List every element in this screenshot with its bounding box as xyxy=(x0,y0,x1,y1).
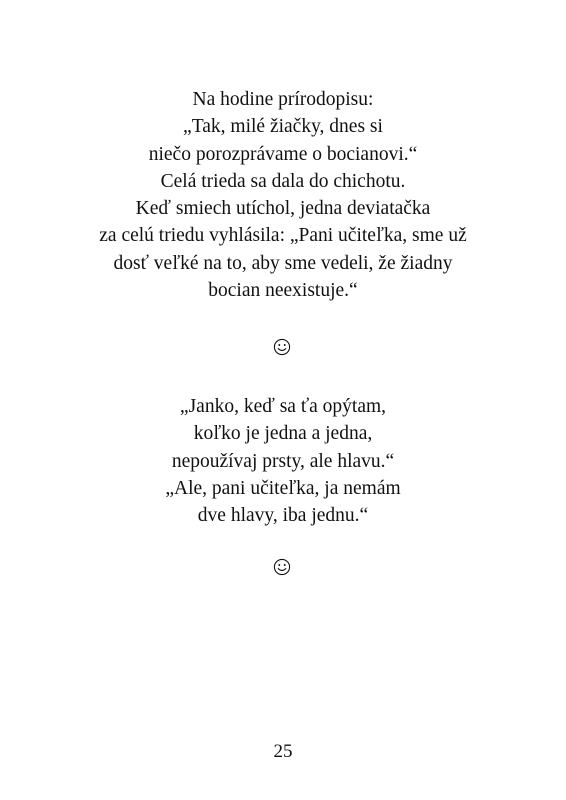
joke-line: „Tak, milé žiačky, dnes si xyxy=(183,116,383,138)
joke-line: nepoužívaj prsty, ale hlavu.“ xyxy=(171,450,395,472)
joke-line: niečo porozprávame o bocianovi.“ xyxy=(148,143,418,165)
joke-line: za celú triedu vyhlásila: „Pani učiteľka, sme už xyxy=(99,225,467,247)
joke-line: Celá trieda sa dala do chichotu. xyxy=(160,170,406,192)
page-number: 25 xyxy=(273,741,293,762)
joke-paragraph xyxy=(0,393,566,529)
joke-paragraph xyxy=(0,86,566,304)
joke-line: dve hlavy, iba jednu.“ xyxy=(197,505,369,527)
smiley-face-icon xyxy=(273,558,291,576)
joke-line: „Ale, pani učiteľka, ja nemám xyxy=(165,477,401,499)
joke-line: Na hodine prírodopisu: xyxy=(192,89,374,110)
joke-line: „Janko, keď sa ťa opýtam, xyxy=(179,396,387,417)
joke-line: koľko je jedna a jedna, xyxy=(193,423,373,445)
joke-line: Keď smiech utíchol, jedna deviatačka xyxy=(135,198,431,220)
joke-line: bocian neexistuje.“ xyxy=(208,280,358,302)
smiley-face-icon xyxy=(273,338,291,356)
joke-line: dosť veľké na to, aby sme vedeli, že žiadny xyxy=(113,252,453,274)
